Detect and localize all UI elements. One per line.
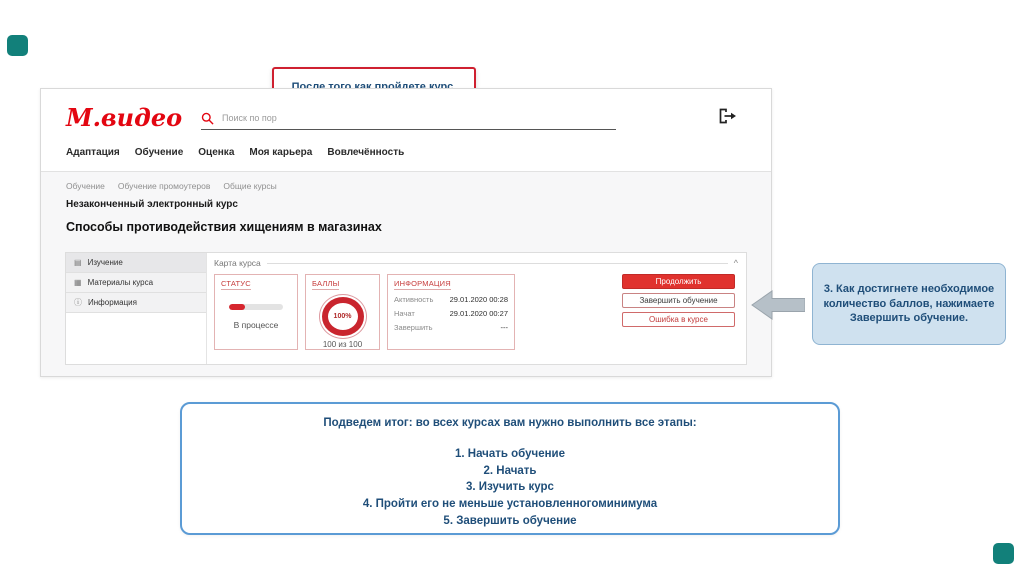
info-row-finished [388,323,514,332]
study-icon: ▤ [74,258,82,267]
nav-item-engagement[interactable]: Вовлечённость [327,147,405,158]
status-progress-fill [229,304,245,310]
status-progress-bar [229,304,283,310]
summary-list [182,446,838,529]
decor-square-top-left [7,35,28,56]
breadcrumb-training[interactable]: Обучение [66,181,105,191]
info-icon: ⓘ [74,298,82,307]
course-title: Способы противодействия хищениям в магазинах [66,220,382,234]
callout-finish-training [812,263,1006,345]
info-row-finished-value: --- [500,323,508,332]
portal-body [41,172,771,376]
course-sidebar [66,253,207,364]
status-value: В процессе [233,320,279,330]
sidebar-item-information[interactable] [66,293,206,313]
info-row-started-value: 29.01.2020 00:27 [449,309,508,318]
course-status-label: Незаконченный электронный курс [66,199,238,210]
score-value: 100 из 100 [322,340,363,349]
decor-square-bottom-right [993,543,1014,564]
info-row-activity-label: Активность [394,295,434,304]
course-error-button[interactable]: Ошибка в курсе [622,312,735,327]
materials-icon: ▦ [74,278,82,287]
portal-nav [66,147,404,158]
score-percent: 100% [333,313,352,320]
info-card [387,274,515,350]
info-row-activity-value: 29.01.2020 00:28 [449,295,508,304]
summary-item-3: 3. Изучить курс [466,481,554,494]
finish-training-button[interactable]: Завершить обучение [622,293,735,308]
sidebar-item-materials[interactable] [66,273,206,293]
sidebar-item-materials-label: Материалы курса [87,278,154,287]
continue-button[interactable]: Продолжить [622,274,735,289]
info-row-finished-label: Завершить [394,323,433,332]
summary-item-4: 4. Пройти его не меньше установленногоминимума [362,498,658,511]
search-input[interactable] [220,112,616,124]
callout-finish-text: 3. Как достигнете необходимое количество баллов, нажимаете [823,282,995,310]
logout-icon[interactable] [719,108,737,124]
summary-box [180,402,840,535]
summary-item-5: 5. Завершить обучение [443,514,577,527]
course-map-title: Карта курса [214,258,261,268]
course-map-divider [267,263,728,264]
collapse-chevron-icon[interactable]: ^ [733,257,738,268]
sidebar-item-study-label: Изучение [87,258,123,267]
nav-item-adaptation[interactable]: Адаптация [66,147,120,158]
info-card-title: ИНФОРМАЦИЯ [394,279,451,288]
summary-item-2: 2. Начать [483,464,537,477]
info-row-activity [388,295,514,304]
callout-finish-training-text [823,282,995,327]
callout-finish-bold: Завершить обучение. [849,312,969,325]
arrow-left-icon [751,290,805,320]
course-cards [214,274,515,350]
score-card-title: БАЛЛЫ [312,279,340,288]
mvideo-logo[interactable]: М.видео [66,103,183,132]
course-panel [65,252,747,365]
nav-item-training[interactable]: Обучение [134,147,184,158]
sidebar-item-information-label: Информация [88,298,137,307]
portal-screenshot [40,88,772,377]
course-map-header [214,258,738,268]
score-gauge [322,297,364,336]
summary-item-1: 1. Начать обучение [454,448,566,460]
info-row-started [388,309,514,318]
status-card [214,274,298,350]
sidebar-item-study[interactable] [66,253,206,273]
info-row-started-label: Начат [394,309,415,318]
status-card-title: СТАТУС [221,279,251,288]
search-icon [201,112,214,125]
breadcrumb-promoters[interactable]: Обучение промоутеров [117,181,211,191]
nav-item-assessment[interactable]: Оценка [198,147,235,158]
search-field[interactable] [201,107,616,130]
summary-title: Подведем итог: во всех курсах вам нужно выполнить все этапы: [323,417,697,429]
score-card [305,274,380,350]
nav-item-career[interactable]: Моя карьера [249,147,313,158]
breadcrumb [66,181,277,191]
course-map-area [206,253,746,364]
breadcrumb-general-courses[interactable]: Общие курсы [223,181,277,191]
